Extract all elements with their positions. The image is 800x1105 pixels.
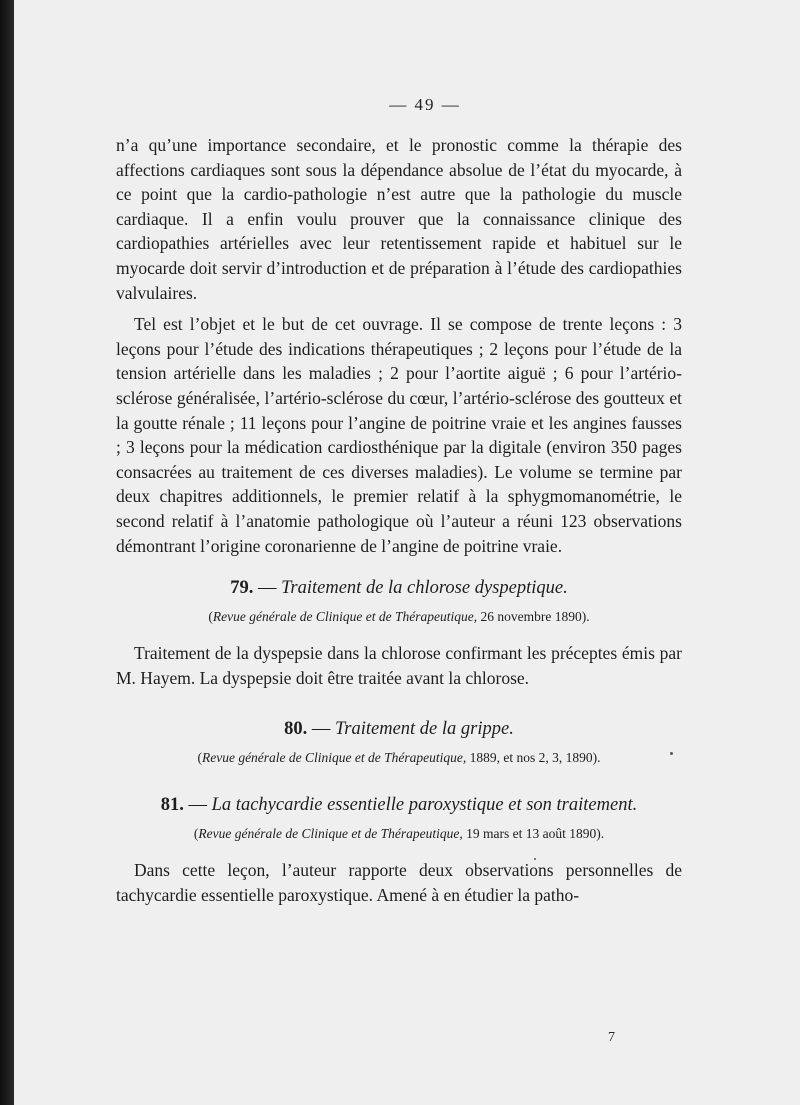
entry-80-date: 1889, et nos 2, 3, 1890).: [466, 750, 601, 766]
entry-81-date: 19 mars et 13 août 1890).: [462, 826, 605, 842]
entry-80-citation: [116, 748, 682, 768]
book-page: [14, 0, 800, 1105]
entry-81-heading: [116, 792, 682, 818]
intro-paragraph-1: n’a qu’une importance secondaire, et le pronostic comme la thérapie des affections cardiaques sont sous la dépendance absolue de l’état du myocarde, à ce point que la cardio-pathologie n’est autre que la pathologie du muscle cardiaque. Il a enfin voulu prouver que la connaissance clinique des cardiopathies artérielles avec leur retentissement rapide et habituel sur le myocarde doit servir d’introduction et de préparation à l’étude des cardiopathies valvulaires.: [116, 135, 682, 303]
entry-81-title: La tachycardie essentielle paroxystique et son traitement.: [211, 795, 638, 816]
scan-speck: [670, 752, 673, 755]
entry-81-dash: —: [183, 795, 212, 816]
entry-79-number: 79.: [230, 578, 254, 599]
scan-edge: [0, 0, 14, 1105]
entry-80-journal: Revue générale de Clinique et de Thérapeutique,: [201, 750, 467, 766]
entry-79-heading: [116, 575, 682, 601]
entry-79-date: 26 novembre 1890).: [477, 609, 590, 625]
printer-signature-mark: 7: [608, 1030, 615, 1045]
entry-79-citation: [116, 607, 682, 627]
page-number: — 49 —: [389, 95, 461, 114]
page-content: [116, 95, 682, 907]
entry-79-dash: —: [253, 578, 282, 599]
entry-81-number: 81.: [160, 795, 184, 816]
entry-80-citation-open: (: [197, 750, 202, 766]
entry-79-title: Traitement de la chlorose dyspeptique.: [281, 578, 568, 599]
entry-81-body: Dans cette leçon, l’auteur rapporte deux observations personnelles de tachycardie essentielle paroxystique. Amené à en étudier la patho-: [116, 860, 682, 905]
entry-80-title: Traitement de la grippe.: [335, 719, 514, 740]
entry-81-citation-open: (: [193, 826, 199, 842]
entry-80-heading: [116, 716, 682, 742]
entry-79-citation-open: (: [208, 609, 213, 625]
entry-80-number: 80.: [284, 719, 308, 740]
entry-81-journal: Revue générale de Clinique et de Thérapeutique,: [198, 826, 463, 842]
entry-79-journal: Revue générale de Clinique et de Thérapeutique,: [212, 609, 478, 625]
entry-79-body: Traitement de la dyspepsie dans la chlorose confirmant les préceptes émis par M. Hayem. La dyspepsie doit être traitée avant la chlorose.: [116, 643, 682, 688]
scan-speck: [534, 858, 536, 860]
entry-80-dash: —: [307, 719, 336, 740]
entry-81-citation: [116, 824, 682, 844]
intro-paragraph-2: Tel est l’objet et le but de cet ouvrage. Il se compose de trente leçons : 3 leçons pour l’étude des indications thérapeutiques ; 2 leçons pour l’étude de la tension artérielle dans les maladies ; 2 pour l’aortite aiguë ; 6 pour l’artério-sclérose généralisée, l’artério-sclérose du cœur, l’artério-sclérose des goutteux et la goutte rénale ; 11 leçons pour l’angine de poitrine vraie et les angines fausses ; 3 leçons pour la médication cardiosthénique par la digitale (environ 350 pages consacrées au traitement de ces diverses maladies). Le volume se termine par deux chapitres additionnels, le premier relatif à la sphygmomanométrie, le second relatif à l’anatomie pathologique où l’auteur a réuni 123 observations démontrant l’origine coronarienne de l’angine de poitrine vraie.: [116, 314, 682, 556]
